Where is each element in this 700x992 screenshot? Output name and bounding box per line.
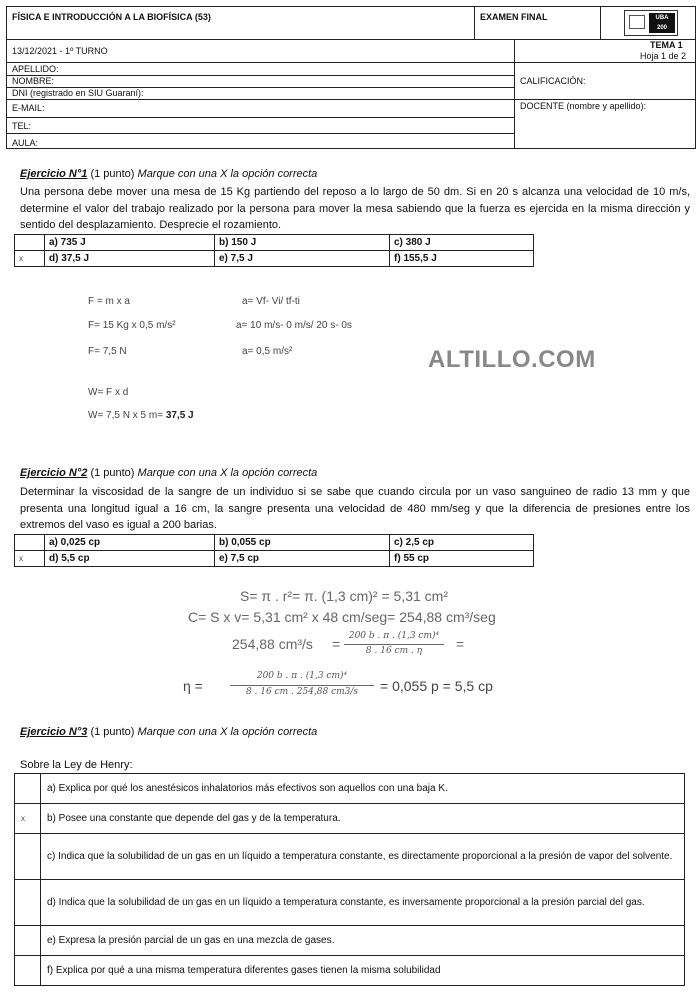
ex2-frac2-bar [230, 685, 374, 686]
ex1-work-last: W= 7,5 N x 5 m= [88, 410, 164, 421]
logo-text: UBA [655, 15, 669, 21]
ex1-work-line: F= 15 Kg x 0,5 m/s² [88, 320, 176, 331]
table-row [15, 535, 534, 551]
ex3-option-f[interactable]: f) Explica por qué a una misma temperatura diferentes gases tienen la misma solubilidad [41, 956, 685, 986]
ex2-option-f[interactable]: f) 55 cp [390, 551, 534, 567]
ex2-eta-label: η = [183, 678, 203, 694]
ex3-mark-e[interactable] [15, 926, 41, 956]
docente-label: DOCENTE (nombre y apellido): [520, 101, 647, 111]
ex1-mark-1[interactable] [15, 235, 45, 251]
ex2-frac2-den: 8 . 16 cm . 254,88 cm3/s [245, 687, 359, 697]
ex2-option-c[interactable]: c) 2,5 cp [390, 535, 534, 551]
field-email: E-MAIL: [12, 103, 45, 113]
table-row [15, 880, 685, 926]
logo-subtext: 200 [656, 25, 667, 31]
ex2-option-d[interactable]: d) 5,5 cp [45, 551, 215, 567]
table-row [15, 774, 685, 804]
ex2-option-a[interactable]: a) 0,025 cp [45, 535, 215, 551]
ex3-mark-f[interactable] [15, 956, 41, 986]
ex3-label: Ejercicio N°3 [20, 726, 88, 738]
ex2-calc-flow: C= S x v= 5,31 cm² x 48 cm/seg= 254,88 cm³/seg [188, 609, 496, 625]
ex2-mark-1[interactable] [15, 535, 45, 551]
ex2-label: Ejercicio N°2 [20, 467, 88, 479]
field-dni: DNI (registrado en SIU Guaraní): [12, 88, 144, 98]
table-row [15, 551, 534, 567]
ex3-option-e[interactable]: e) Expresa la presión parcial de un gas en una mezcla de gases. [41, 926, 685, 956]
ex3-option-c[interactable]: c) Indica que la solubilidad de un gas en un líquido a temperatura constante, es directamente proporcional a la presión de vapor del solvente. [41, 834, 685, 880]
page-counter: Hoja 1 de 2 [640, 51, 687, 61]
tema-label: TEMA 1 [650, 40, 683, 50]
ex3-title [20, 726, 317, 738]
ex2-mark-2[interactable]: x [15, 551, 45, 567]
field-apellido: APELLIDO: [12, 64, 59, 74]
ex1-work-line: F = m x a [88, 296, 130, 307]
ex3-options-table [14, 773, 685, 986]
ex2-calc-eq2: = [456, 636, 465, 652]
uba-shield-icon [629, 15, 645, 29]
field-nombre: NOMBRE: [12, 76, 55, 86]
table-row [15, 251, 534, 267]
uba-logo [624, 10, 678, 36]
ex1-work-result-line [88, 410, 194, 421]
ex2-calc-area: S= π . r²= π. (1,3 cm)² = 5,31 cm² [240, 588, 448, 604]
ex1-work-line: a= 0,5 m/s² [242, 346, 293, 357]
ex1-option-d[interactable]: d) 37,5 J [45, 251, 215, 267]
ex1-option-c[interactable]: c) 380 J [390, 235, 534, 251]
table-row [15, 926, 685, 956]
ex1-label: Ejercicio N°1 [20, 168, 88, 180]
ex1-work-result: 37,5 J [165, 410, 194, 421]
ex3-instruction: Marque con una X la opción correcta [137, 726, 318, 738]
ex1-work-line: F= 7,5 N [88, 346, 127, 357]
ex3-mark-a[interactable] [15, 774, 41, 804]
ex2-frac1-den: 8 . 16 cm . η [365, 646, 423, 656]
ex1-statement: Una persona debe mover una mesa de 15 Kg partiendo del reposo a lo largo de 50 dm. Si en 20 s alcanza una velocidad de 10 m/s, determine el valor del trabajo realizado por la persona para mover la mesa sabiendo que la fuerza es ejercida en la misma dirección y sentido del desplazamiento. Desprecie el rozamiento. [20, 186, 690, 231]
ex3-mark-d[interactable] [15, 880, 41, 926]
ex1-mark-2[interactable]: x [15, 251, 45, 267]
ex3-topic: Sobre la Ley de Henry: [20, 759, 133, 771]
ex1-instruction: Marque con una X la opción correcta [137, 168, 318, 180]
table-row [15, 235, 534, 251]
ex1-option-b[interactable]: b) 150 J [215, 235, 390, 251]
ex1-work-line: a= 10 m/s- 0 m/s/ 20 s- 0s [236, 320, 352, 331]
ex3-mark-b[interactable]: x [15, 804, 41, 834]
ex1-option-e[interactable]: e) 7,5 J [215, 251, 390, 267]
ex1-options-table [14, 234, 534, 267]
ex3-mark-c[interactable] [15, 834, 41, 880]
calificacion-label: CALIFICACIÓN: [520, 76, 586, 86]
table-row [15, 804, 685, 834]
course-title: FÍSICA E INTRODUCCIÓN A LA BIOFÍSICA (53) [12, 12, 211, 22]
ex3-option-a[interactable]: a) Explica por qué los anestésicos inhalatorios más efectivos son aquellos con una baja K. [41, 774, 685, 804]
ex1-title [20, 168, 317, 180]
exam-type: EXAMEN FINAL [480, 12, 548, 22]
ex3-option-b[interactable]: b) Posee una constante que depende del gas y de la temperatura. [41, 804, 685, 834]
ex2-option-e[interactable]: e) 7,5 cp [215, 551, 390, 567]
ex1-option-a[interactable]: a) 735 J [45, 235, 215, 251]
ex2-points: (1 punto) [90, 467, 135, 479]
ex2-title [20, 467, 317, 479]
ex2-calc-flow-value: 254,88 cm³/s [232, 636, 313, 652]
ex2-frac1-num: 200 b . π . (1,3 cm)⁴ [348, 631, 440, 641]
ex1-work-line: W= F x d [88, 387, 129, 398]
ex1-work-line: a= Vf- Vi/ tf-ti [242, 296, 300, 307]
field-aula: AULA: [12, 138, 39, 148]
ex2-frac1-bar [344, 644, 444, 645]
field-tel: TEL: [12, 121, 32, 131]
ex2-options-table [14, 534, 534, 567]
ex2-result: = 0,055 p = 5,5 cp [380, 678, 493, 694]
ex2-statement: Determinar la viscosidad de la sangre de un individuo si se sabe que cuando circula por un vaso sanguineo de radio 13 mm y que presenta una longitud igual a 16 cm, la sangre presenta una velocidad de 480 mm/seg y que la diferencia de presiones entre los extremos del vaso es igual a 200 barias. [20, 486, 690, 531]
ex2-calc-eq: = [332, 636, 341, 652]
ex1-option-f[interactable]: f) 155,5 J [390, 251, 534, 267]
ex3-points: (1 punto) [90, 726, 135, 738]
ex2-instruction: Marque con una X la opción correcta [137, 467, 318, 479]
ex2-frac2-num: 200 b . π . (1,3 cm)⁴ [256, 671, 348, 681]
ex1-points: (1 punto) [90, 168, 135, 180]
ex2-option-b[interactable]: b) 0,055 cp [215, 535, 390, 551]
table-row [15, 956, 685, 986]
ex3-option-d[interactable]: d) Indica que la solubilidad de un gas en un líquido a temperatura constante, es inversamente proporcional a la presión parcial del gas. [41, 880, 685, 926]
exam-date-turn: 13/12/2021 - 1º TURNO [12, 46, 108, 56]
exam-header [6, 6, 696, 149]
table-row [15, 834, 685, 880]
altillo-watermark: ALTILLO.COM [428, 346, 596, 373]
